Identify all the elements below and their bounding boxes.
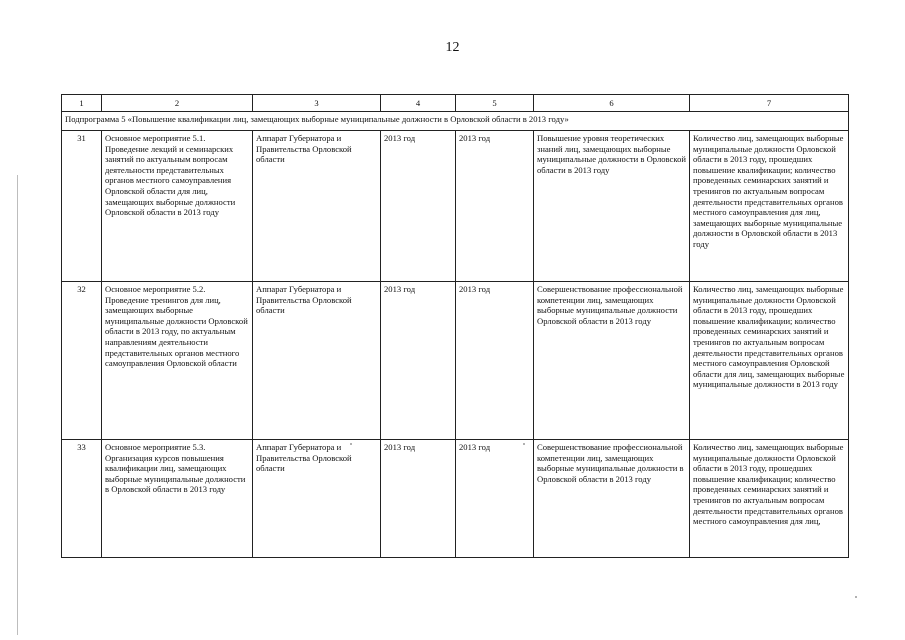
column-header-6: 6 (534, 95, 690, 112)
indicator-cell: Количество лиц, замещающих выборные муниципальные должности Орловской области в 2013 году, прошедших повышение квалификации; количество проведенных семинарских занятий и тренингов по актуальным вопросам деятельности представительных органов местного самоуправления для лиц, (690, 440, 849, 558)
event-cell: Основное мероприятие 5.2. Проведение тренингов для лиц, замещающих выборные муниципальные должности Орловской области в 2013 году, по актуальным направлениям деятельности представительных органов местного самоуправления Орловской области (102, 282, 253, 440)
table-row (62, 282, 849, 440)
column-header-1: 1 (62, 95, 102, 112)
header-row (62, 95, 849, 112)
table-row (62, 440, 849, 558)
start-cell: 2013 год (381, 282, 456, 440)
row-number: 33 (62, 440, 102, 558)
result-cell: Совершенствование профессиональной компетенции лиц, замещающих выборные муниципальные должности в Орловской области в 2013 году (534, 440, 690, 558)
end-cell: 2013 год (456, 282, 534, 440)
page-number: 12 (445, 40, 460, 55)
indicator-cell: Количество лиц, замещающих выборные муниципальные должности Орловской области в 2013 году, прошедших повышение квалификации; количество проведенных семинарских занятий и тренингов по актуальным вопросам деятельности представительных органов местного самоуправления Орловской области для лиц, замещающих выборные муниципальные должности в 2013 году (690, 282, 849, 440)
end-cell: 2013 год (456, 131, 534, 282)
start-cell: 2013 год (381, 131, 456, 282)
executor-cell: Аппарат Губернатора и Правительства Орловской области (253, 440, 381, 558)
result-cell: Повышение уровня теоретических знаний лиц, замещающих выборные муниципальные должности в Орловской области в 2013 году (534, 131, 690, 282)
scan-edge-line (17, 175, 18, 635)
scan-dot (855, 596, 857, 598)
row-number: 32 (62, 282, 102, 440)
event-cell: Основное мероприятие 5.1. Проведение лекций и семинарских занятий по актуальным вопросам деятельности представительных органов местного самоуправления Орловской области для лиц, замещающих выборные должности Орловской области в 2013 году (102, 131, 253, 282)
column-header-3: 3 (253, 95, 381, 112)
column-header-5: 5 (456, 95, 534, 112)
program-table (61, 94, 849, 558)
row-number: 31 (62, 131, 102, 282)
subprogram-row (62, 112, 849, 131)
event-cell: Основное мероприятие 5.3. Организация курсов повышения квалификации лиц, замещающих выборные муниципальные должности в Орловской области в 2013 году (102, 440, 253, 558)
table-row (62, 131, 849, 282)
result-cell: Совершенствование профессиональной компетенции лиц, замещающих выборные муниципальные должности Орловской области в 2013 году (534, 282, 690, 440)
column-header-4: 4 (381, 95, 456, 112)
subprogram-title: Подпрограмма 5 «Повышение квалификации лиц, замещающих выборные муниципальные должности в Орловской области в 2013 году» (62, 112, 849, 131)
executor-cell: Аппарат Губернатора и Правительства Орловской области (253, 131, 381, 282)
indicator-cell: Количество лиц, замещающих выборные муниципальные должности Орловской области в 2013 году, прошедших повышение квалификации; количество проведенных семинарских занятий и тренингов по актуальным вопросам деятельности представительных органов местного самоуправления для лиц, замещающих выборные муниципальные должности в Орловской области в 2013 году (690, 131, 849, 282)
end-cell: 2013 год (456, 440, 534, 558)
column-header-2: 2 (102, 95, 253, 112)
executor-cell: Аппарат Губернатора и Правительства Орловской области (253, 282, 381, 440)
start-cell: 2013 год (381, 440, 456, 558)
column-header-7: 7 (690, 95, 849, 112)
